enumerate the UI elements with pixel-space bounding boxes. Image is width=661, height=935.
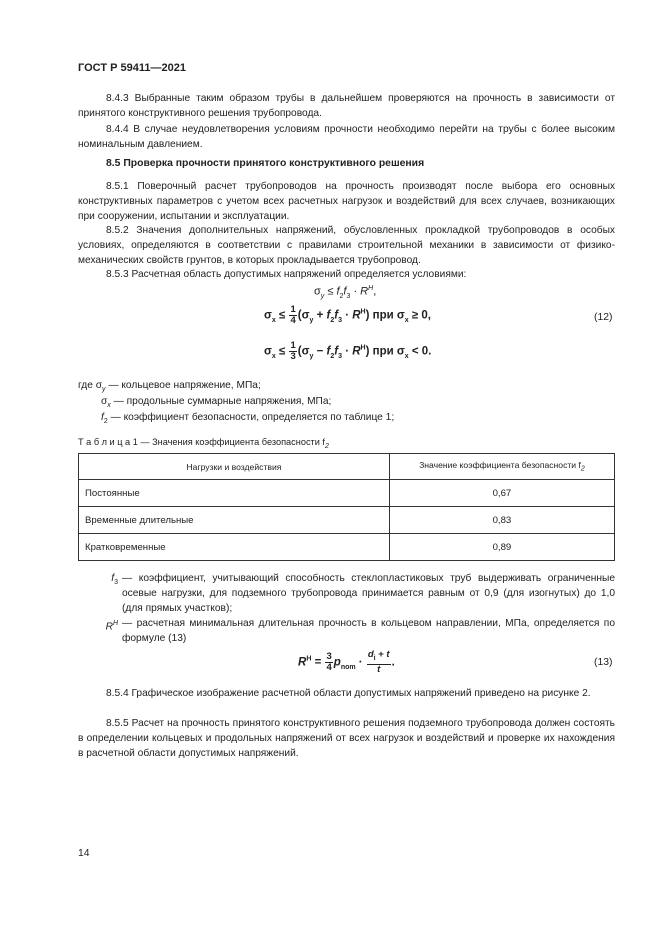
table-cell-value: 0,83 — [389, 507, 614, 534]
table-header-row — [79, 454, 615, 480]
table-header-value: Значение коэффициента безопасности $f_2$ — [389, 454, 614, 480]
formula-cond-text-2: при σ — [372, 345, 405, 358]
safety-factor-table — [78, 453, 615, 561]
section-heading-8-5: 8.5 Проверка прочности принятого конструктивного решения — [106, 158, 425, 169]
equation-number-12: (12) — [594, 312, 613, 323]
formula-cond-text: при σ — [372, 309, 405, 322]
page-number: 14 — [78, 848, 90, 859]
paragraph-8-5-1: 8.5.1 Поверочный расчет трубопроводов на прочность производят после выбора его основных конструктивных параметров с учетом всех расчетных нагрузок и воздействий для всех случаев, возникающих при сооружении, испытании и эксплуатации. — [78, 181, 615, 222]
definition-RH: $R^H$ — расчетная минимальная длительная прочность в кольцевом направлении, МПа, определяется по формуле (13) — [105, 618, 615, 644]
table-cell-load: Кратковременные — [79, 534, 390, 561]
paragraph-8-4-3: 8.4.3 Выбранные таким образом трубы в дальнейшем проверяются на прочность в зависимости от принятого конструктивного решения трубопровода. — [78, 93, 615, 119]
where-f2: $f_2$ — коэффициент безопасности, определяется по таблице 1; — [101, 412, 395, 426]
formula-13: $R^H$ = $\frac{3}{4}$ $p_{nom}$ · $\frac{d_i + t}{t}$ . — [298, 649, 395, 675]
formula-lt-zero: < 0. — [411, 345, 432, 358]
formula-12-second: $\sigma_x$ ≤ $\frac{1}{3}$ $(\sigma_y - f_2f_3 \cdot R^H)$ при $\sigma_x < 0$. — [264, 340, 432, 362]
table-cell-load: Постоянные — [79, 480, 390, 507]
table-caption: Т а б л и ц а 1 — Значения коэффициента безопасности $f_2$ — [78, 437, 329, 450]
formula-12-first: $\sigma_x$ ≤ $\frac{1}{4}$ $(\sigma_y + f_2f_3 \cdot R^H)$ при $\sigma_x \ge 0$, — [264, 304, 431, 326]
definition-f3: $f_3$ — коэффициент, учитывающий способность стеклопластиковых труб выдерживать ограниченные осевые нагрузки, для подземного трубопровода принимается равным от 0,9 (для изогнутых) до 1,0 (для прямых участков); — [111, 573, 615, 614]
paragraph-8-5-4: 8.5.4 Графическое изображение расчетной области допустимых напряжений приведено на рисунке 2. — [106, 688, 591, 699]
formula-sigma-y-condition: $\sigma_y \le f_2f_3 \cdot R^H$, — [314, 285, 377, 300]
table-row — [79, 480, 615, 507]
where-sigma-x: $\sigma_x$ — продольные суммарные напряжения, МПа; — [101, 396, 332, 410]
paragraph-8-5-3: 8.5.3 Расчетная область допустимых напряжений определяется условиями: — [106, 269, 467, 280]
paragraph-8-4-4: 8.4.4 В случае неудовлетворения условиям прочности необходимо перейти на трубы с более высоким номинальным давлением. — [78, 124, 615, 150]
table-cell-load: Временные длительные — [79, 507, 390, 534]
table-header-loads: Нагрузки и воздействия — [79, 454, 390, 480]
table-cell-value: 0,89 — [389, 534, 614, 561]
formula-ge-zero: ≥ 0, — [411, 309, 431, 322]
document-header: ГОСТ Р 59411—2021 — [78, 62, 186, 74]
equation-number-13: (13) — [594, 657, 613, 668]
table-row — [79, 534, 615, 561]
definitions-block — [78, 571, 615, 646]
where-sigma-y: где $\sigma_y$ — кольцевое напряжение, МПа; — [78, 380, 261, 394]
paragraph-8-5-5: 8.5.5 Расчет на прочность принятого конструктивного решения подземного трубопровода должен состоять в определении кольцевых и продольных напряжений от всех нагрузок и воздействий и проверке их нахождения в расчетной области допустимых напряжений. — [78, 718, 615, 759]
table-cell-value: 0,67 — [389, 480, 614, 507]
table-row — [79, 507, 615, 534]
paragraph-8-5-2: 8.5.2 Значения дополнительных напряжений, обусловленных прокладкой трубопроводов в особых условиях, определяются в соответствии с правилами строительной механики в зависимости от физико-механических свойств грунтов, в которых прокладывается трубопровод. — [78, 225, 615, 266]
